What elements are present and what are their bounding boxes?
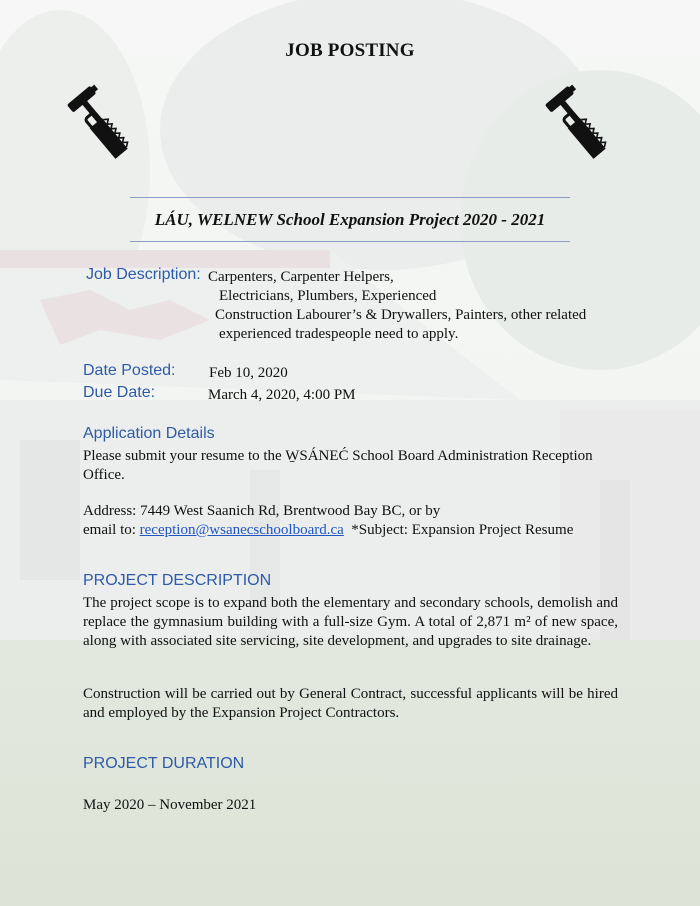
project-duration-heading: PROJECT DURATION — [83, 755, 245, 772]
job-description-line-4: experienced tradespeople need to apply. — [219, 326, 459, 342]
due-date-label: Due Date: — [83, 384, 156, 401]
project-duration-value: May 2020 – November 2021 — [83, 797, 257, 813]
application-instructions: Please submit your resume to the W̱SÁNEĆ School Board Administration Reception Office. — [83, 448, 593, 483]
page-title: JOB POSTING — [285, 40, 415, 61]
bottom-divider — [130, 241, 570, 242]
job-description-line-3: Construction Labourer’s & Drywallers, Painters, other related — [215, 307, 587, 323]
job-description-line-2: Electricians, Plumbers, Experienced — [219, 288, 437, 304]
job-description-label: Job Description: — [86, 266, 201, 283]
hammer-and-saw-icon — [64, 84, 136, 170]
application-details-heading: Application Details — [83, 425, 215, 442]
top-divider — [130, 197, 570, 198]
email-link[interactable]: reception@wsanecschoolboard.ca — [139, 522, 344, 538]
due-date-value: March 4, 2020, 4:00 PM — [208, 387, 356, 403]
project-title: LÁU, WELNEW School Expansion Project 2020 - 2021 — [154, 210, 546, 229]
email-prefix: email to: — [83, 522, 140, 538]
date-posted-label: Date Posted: — [83, 362, 176, 379]
email-line — [83, 521, 573, 540]
date-posted-value: Feb 10, 2020 — [209, 365, 288, 381]
address-line: Address: 7449 West Saanich Rd, Brentwood Bay BC, or by — [83, 503, 441, 519]
job-description-line-1: Carpenters, Carpenter Helpers, — [208, 269, 394, 285]
project-description-paragraph-1: The project scope is to expand both the elementary and secondary schools, demolish and replace the gymnasium building with a full-size Gym. A total of 2,871 m² of new space, along with associated site servicing, site development, and upgrades to site drainage. — [83, 595, 618, 649]
project-description-heading: PROJECT DESCRIPTION — [83, 572, 272, 589]
email-subject: *Subject: Expansion Project Resume — [351, 522, 574, 538]
hammer-and-saw-icon — [542, 84, 614, 170]
project-description-paragraph-2: Construction will be carried out by General Contract, successful applicants will be hired and employed by the Expansion Project Contractors. — [83, 686, 618, 721]
